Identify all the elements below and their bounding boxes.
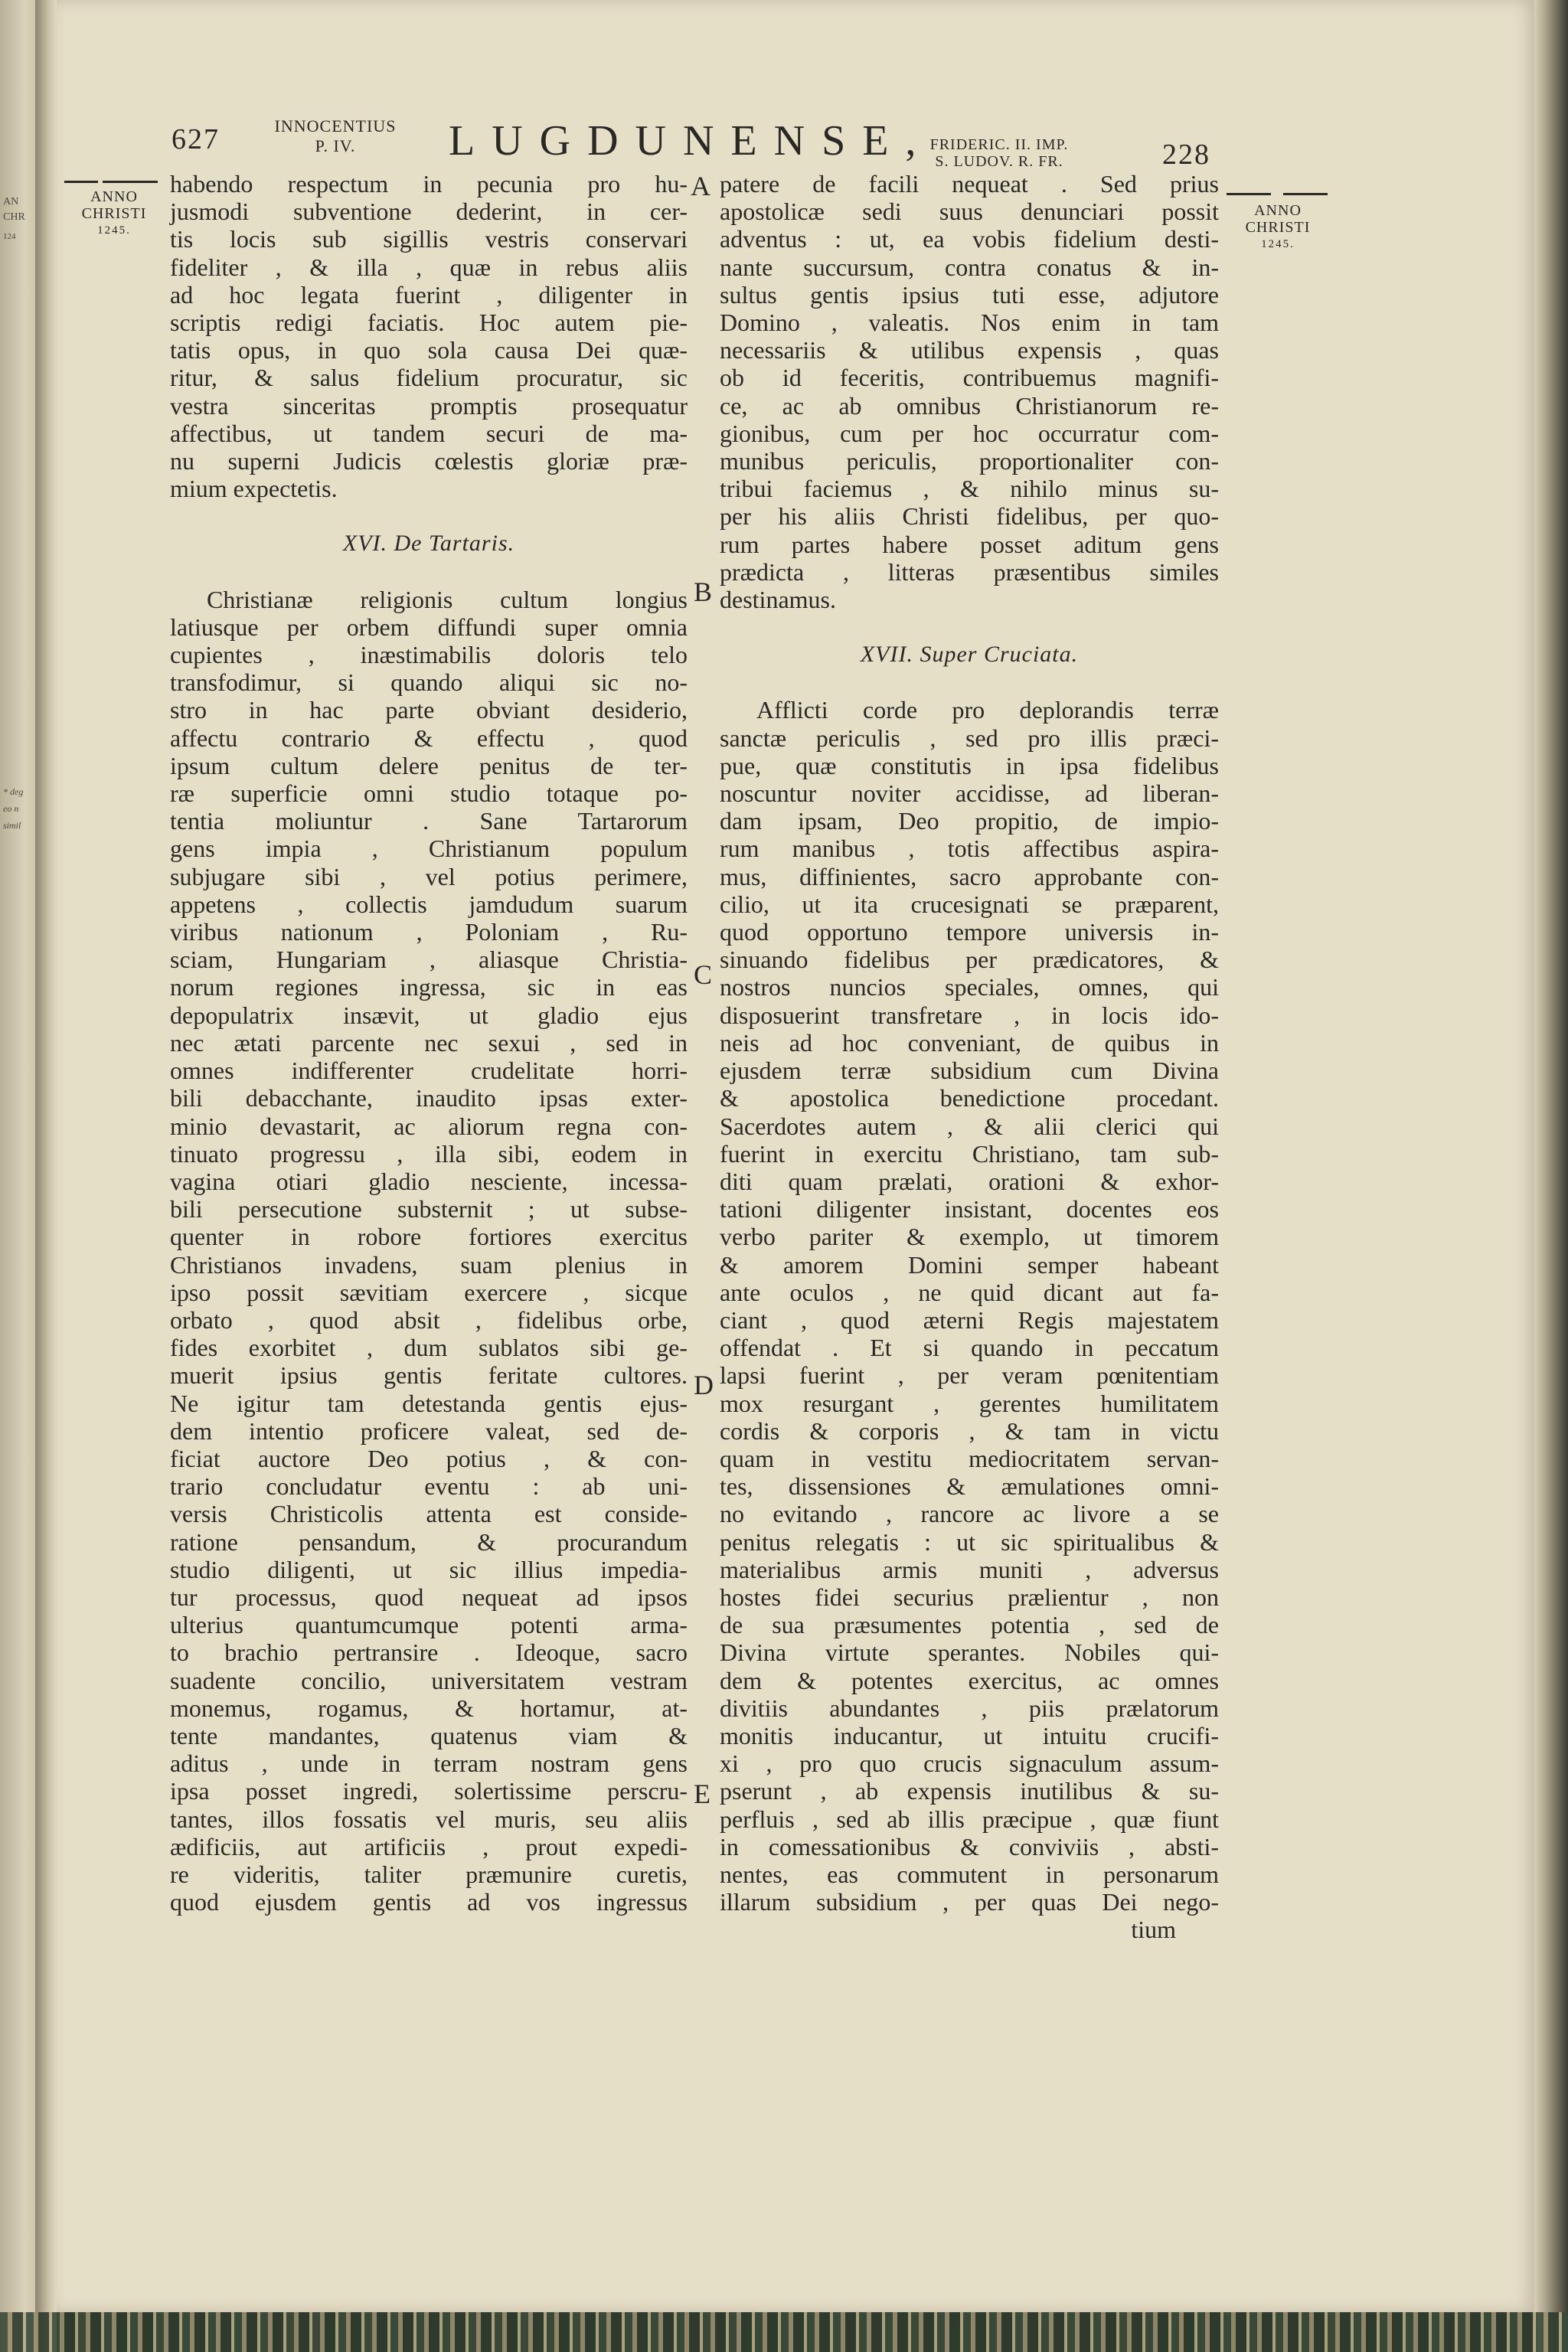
section-letter: B [694, 577, 713, 607]
text-column-right [720, 170, 1219, 1944]
text-line: verbo pariter & exemplo, ut timorem [720, 1223, 1219, 1251]
text-line: gens impia , Christianum populum [170, 835, 688, 863]
text-line: suadente concilio, universitatem vestram [170, 1666, 688, 1694]
section-letter: C [694, 959, 713, 990]
text-line: mus, diffinientes, sacro approbante con- [720, 862, 1219, 890]
text-line: studio diligenti, ut sic illius impedia- [170, 1555, 688, 1583]
text-line: neis ad hoc conveniant, de quibus in [720, 1028, 1219, 1057]
text-line: perfluis , sed ab illis præcipue , quæ fiunt [720, 1805, 1219, 1833]
margin-anno: ANNO [1254, 202, 1302, 219]
text-line: Divina virtute sperantes. Nobiles qui- [720, 1638, 1219, 1667]
margin-anno: ANNO [90, 188, 138, 205]
text-line: vagina otiari gladio nesciente, incessa- [170, 1167, 688, 1195]
margin-christi: CHRISTI [81, 205, 147, 222]
text-line: in comessationibus & conviviis , absti- [720, 1832, 1219, 1860]
text-line: adventus : ut, ea vobis fidelium desti- [720, 225, 1219, 253]
left-page-fragment: * deg [3, 786, 24, 797]
text-line: ob id feceritis, contribuemus magnifi- [720, 364, 1219, 392]
text-line: cilio, ut ita crucesignati se præparent, [720, 890, 1219, 918]
left-page-fragment: eo n [3, 803, 19, 814]
text-line: quenter in robore fortiores exercitus [170, 1223, 688, 1251]
text-line: ejusdem terræ subsidium cum Divina [720, 1057, 1219, 1085]
text-line: no evitando , rancore ac livore a se [720, 1500, 1219, 1528]
paragraph [170, 586, 688, 1916]
text-line: fuerint in exercitu Christiano, tam sub- [720, 1139, 1219, 1168]
margin-rule [64, 181, 98, 183]
text-line: tur processus, quod nequeat ad ipsos [170, 1583, 688, 1611]
text-line: xi , pro quo crucis signaculum assum- [720, 1749, 1219, 1778]
text-line: latiusque per orbem diffundi super omnia [170, 612, 688, 641]
header-frideric: FRIDERIC. II. IMP. [929, 136, 1069, 153]
text-line: Christianos invadens, suam plenius in [170, 1250, 688, 1279]
text-line: diti quam prælati, orationi & exhor- [720, 1167, 1219, 1195]
text-line: patere de facili nequeat . Sed prius [720, 170, 1219, 198]
text-line: Ne igitur tam detestanda gentis ejus- [170, 1389, 688, 1417]
text-line: hostes fidei securius prælientur , non [720, 1583, 1219, 1611]
text-line: nu superni Judicis cœlestis gloriæ præ- [170, 447, 688, 475]
text-line: affectibus, ut tandem securi de ma- [170, 419, 688, 447]
section-heading: XVI. De Tartaris. [342, 531, 515, 557]
text-line: sciam, Hungariam , aliasque Christia- [170, 946, 688, 974]
section-letter: E [694, 1779, 710, 1809]
spacer [720, 613, 1219, 641]
text-line: cupientes , inæstimabilis doloris telo [170, 641, 688, 669]
text-line: fideliter , & illa , quæ in rebus aliis [170, 253, 688, 281]
text-line: ficiat auctore Deo potius , & con- [170, 1444, 688, 1472]
text-line: ædificiis, aut artificiis , prout expedi- [170, 1832, 688, 1860]
margin-note-right [1228, 202, 1328, 253]
text-line: ræ superficie omni studio totaque po- [170, 779, 688, 808]
text-line: monitis inducantur, ut intuitu crucifi- [720, 1721, 1219, 1749]
text-line: gionibus, cum per hoc occurratur com- [720, 419, 1219, 447]
text-line: fides exorbitet , dum sublatos sibi ge- [170, 1334, 688, 1362]
text-line: ipsum cultum delere penitus de ter- [170, 751, 688, 779]
page-title: LUGDUNENSE, [449, 117, 933, 165]
text-line: sanctæ periculis , sed pro illis præci- [720, 724, 1219, 752]
spacer [170, 502, 688, 530]
text-line: quod opportuno tempore universis in- [720, 918, 1219, 946]
text-line: monemus, rogamus, & hortamur, at- [170, 1694, 688, 1722]
left-page-fragment: CHR [3, 211, 25, 223]
text-line: Christianæ religionis cultum longius [207, 585, 688, 613]
text-line: habendo respectum in pecunia pro hu- [170, 170, 688, 198]
margin-rule [1283, 193, 1328, 195]
catchword: tium [1131, 1916, 1176, 1944]
text-line: ipsa posset ingredi, solertissime perscru- [170, 1777, 688, 1805]
section-letter: D [694, 1370, 714, 1400]
text-line: cordis & corporis , & tam in victu [720, 1416, 1219, 1445]
text-line: bili debacchante, inaudito ipsas exter- [170, 1084, 688, 1112]
margin-note-left [66, 188, 162, 239]
text-line: viribus nationum , Poloniam , Ru- [170, 918, 688, 946]
text-line: penitus relegatis : ut sic spiritualibus & [720, 1527, 1219, 1556]
text-line: & amorem Domini semper habeant [720, 1250, 1219, 1279]
text-line: tis locis sub sigillis vestris conservari [170, 225, 688, 253]
page-edge-shadow [1534, 0, 1568, 2352]
text-line: aditus , unde in terram nostram gens [170, 1749, 688, 1778]
text-line: ritur, & salus fidelium procuratur, sic [170, 364, 688, 392]
text-line: destinamus. [720, 586, 836, 614]
text-line: tente mandantes, quatenus viam & [170, 1721, 688, 1749]
header-innocentius [259, 116, 412, 156]
text-line: nostros nuncios speciales, omnes, qui [720, 973, 1219, 1001]
text-line: dam ipsam, Deo propitio, de impio- [720, 807, 1219, 835]
text-line: nentes, eas commutent in personarum [720, 1860, 1219, 1888]
text-line: offendat . Et si quando in peccatum [720, 1334, 1219, 1362]
paragraph [720, 170, 1219, 613]
text-line: divitiis abundantes , piis prælatorum [720, 1694, 1219, 1722]
text-line: tes, dissensiones & æmulationes omni- [720, 1472, 1219, 1501]
text-line: omnes indifferenter crudelitate horri- [170, 1057, 688, 1085]
text-line: apostolicæ sedi suus denunciari possit [720, 198, 1219, 226]
text-line: stro in hac parte obviant desiderio, [170, 696, 688, 724]
page-number-left: 627 [172, 123, 220, 155]
header-pope: P. IV. [315, 136, 356, 155]
text-line: disposuerint transfretare , in locis ido- [720, 1001, 1219, 1029]
text-line: muerit ipsius gentis feritate cultores. [170, 1361, 688, 1390]
margin-year: 1245. [97, 224, 131, 237]
left-page-fragment: 124 [3, 232, 16, 241]
text-line: ce, ac ab omnibus Christianorum re- [720, 391, 1219, 420]
text-line: tinuato progressu , illa sibi, eodem in [170, 1139, 688, 1168]
text-line: Sacerdotes autem , & alii clerici qui [720, 1112, 1219, 1140]
text-line: nec ætati parcente nec sexui , sed in [170, 1028, 688, 1057]
text-line: vestra sinceritas promptis prosequatur [170, 391, 688, 420]
text-line: trario concludatur eventu : ab uni- [170, 1472, 688, 1501]
book-gutter [35, 0, 57, 2352]
page-number-right: 228 [1162, 139, 1210, 171]
text-line: appetens , collectis jamdudum suarum [170, 890, 688, 918]
text-line: & apostolica benedictione procedant. [720, 1084, 1219, 1112]
left-page-fragment: AN [3, 196, 19, 207]
header-innocentius-name: INNOCENTIUS [274, 116, 397, 136]
text-line: dem & potentes exercitus, ac omnes [720, 1666, 1219, 1694]
margin-christi: CHRISTI [1245, 219, 1311, 236]
text-line: tationi diligenter insistant, docentes eos [720, 1195, 1219, 1223]
text-line: minio devastarit, ac aliorum regna con- [170, 1112, 688, 1140]
text-line: pue, quæ constitutis in ipsa fidelibus [720, 751, 1219, 779]
text-line: per his aliis Christi fidelibus, per quo- [720, 502, 1219, 531]
text-line: dem intentio proficere valeat, sed de- [170, 1416, 688, 1445]
text-line: mox resurgant , gerentes humilitatem [720, 1389, 1219, 1417]
text-line: tentia moliuntur . Sane Tartarorum [170, 807, 688, 835]
text-line: scriptis redigi faciatis. Hoc autem pie- [170, 309, 688, 337]
text-line: ratione pensandum, & procurandum [170, 1527, 688, 1556]
text-line: tribui faciemus , & nihilo minus su- [720, 475, 1219, 503]
text-line: pserunt , ab expensis inutilibus & su- [720, 1777, 1219, 1805]
header-ludov: S. LUDOV. R. FR. [935, 153, 1063, 170]
text-line: illarum subsidium , per quas Dei nego- [720, 1888, 1219, 1916]
text-line: materialibus armis muniti , adversus [720, 1555, 1219, 1583]
section-heading: XVII. Super Cruciata. [860, 642, 1079, 668]
text-column-left [170, 170, 688, 1916]
text-line: lapsi fuerint , per veram pœnitentiam [720, 1361, 1219, 1390]
text-line: ciant , quod æterni Regis majestatem [720, 1305, 1219, 1334]
text-line: prædicta , litteras præsentibus similes [720, 557, 1219, 586]
text-line: to brachio pertransire . Ideoque, sacro [170, 1638, 688, 1667]
text-line: tantes, illos fossatis vel muris, seu aliis [170, 1805, 688, 1833]
text-line: rum manibus , totis affectibus aspira- [720, 835, 1219, 863]
text-line: ipso possit sævitiam exercere , sicque [170, 1278, 688, 1306]
paragraph [720, 696, 1219, 1916]
text-line: necessariis & utilibus expensis , quas [720, 336, 1219, 364]
text-line: bili persecutione substernit ; ut subse- [170, 1195, 688, 1223]
section-letter: A [691, 171, 710, 201]
text-line: affectu contrario & effectu , quod [170, 724, 688, 752]
text-line: ulterius quantumcumque potenti arma- [170, 1611, 688, 1639]
text-line: mium expectetis. [170, 475, 338, 503]
text-line: sinuando fidelibus per prædicatores, & [720, 946, 1219, 974]
text-line: nante succursum, contra conatus & in- [720, 253, 1219, 281]
text-line: norum regiones ingressa, sic in eas [170, 973, 688, 1001]
spacer [170, 558, 688, 586]
text-line: quod ejusdem gentis ad vos ingressus [170, 1888, 688, 1916]
text-line: ante oculos , ne quid dicant aut fa- [720, 1278, 1219, 1306]
text-line: versis Christicolis attenta est conside- [170, 1500, 688, 1528]
margin-rule [103, 181, 158, 183]
text-line: transfodimur, si quando aliqui sic no- [170, 668, 688, 697]
text-line: de sua præsumentes potentia , sed de [720, 1611, 1219, 1639]
text-line: jusmodi subventione dederint, in cer- [170, 198, 688, 226]
text-line: munibus periculis, proportionaliter con- [720, 447, 1219, 475]
text-line: rum partes habere posset aditum gens [720, 530, 1219, 558]
margin-year: 1245. [1261, 238, 1295, 250]
spacer [720, 668, 1219, 696]
text-line: depopulatrix insævit, ut gladio ejus [170, 1001, 688, 1029]
text-line: quam in vestitu mediocritatem servan- [720, 1444, 1219, 1472]
header-rulers [888, 136, 1110, 170]
text-line: Domino , valeatis. Nos enim in tam [720, 309, 1219, 337]
text-line: orbato , quod absit , fidelibus orbe, [170, 1305, 688, 1334]
text-line: noscuntur noviter accidisse, ad liberan- [720, 779, 1219, 808]
text-line: sultus gentis ipsius tuti esse, adjutore [720, 280, 1219, 309]
text-line: re videritis, taliter præmunire curetis, [170, 1860, 688, 1888]
text-line: tatis opus, in quo sola causa Dei quæ- [170, 336, 688, 364]
left-page-fragment: simil [3, 820, 21, 831]
previous-page-edge [0, 0, 35, 2352]
text-line: subjugare sibi , vel potius perimere, [170, 862, 688, 890]
text-line: ad hoc legata fuerint , diligenter in [170, 280, 688, 309]
margin-rule [1227, 193, 1271, 195]
text-line: Afflicti corde pro deplorandis terræ [756, 696, 1219, 724]
background-cloth [0, 2312, 1568, 2352]
paragraph [170, 170, 688, 502]
